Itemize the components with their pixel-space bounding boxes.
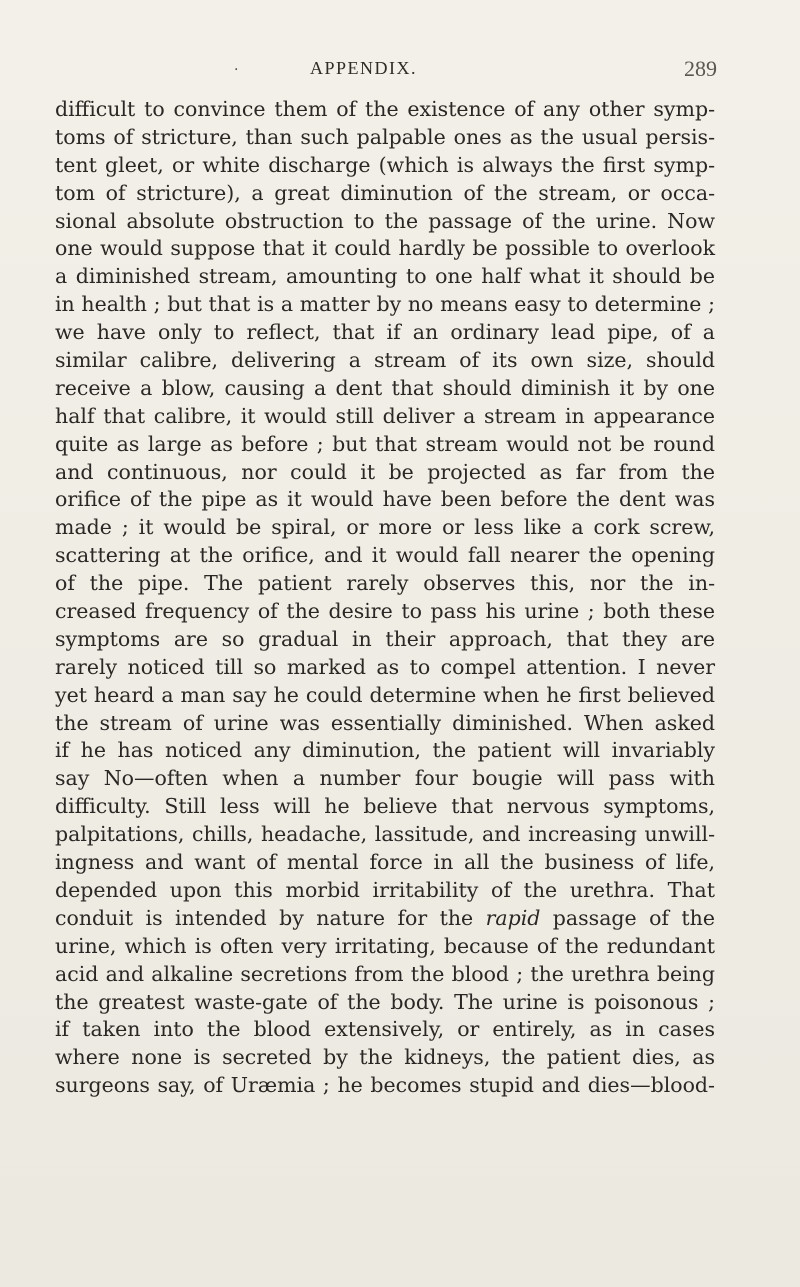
text-line: we have only to reflect, that if an ordinary lead pipe, of a — [55, 320, 715, 345]
text-line: made ; it would be spiral, or more or less like a cork screw, — [55, 515, 715, 540]
text-line: toms of stricture, than such palpable ones as the usual persis- — [55, 124, 715, 149]
text-line: of the pipe. The patient rarely observes this, nor the in- — [55, 571, 715, 596]
text-line: scattering at the orifice, and it would fall nearer the opening — [55, 543, 715, 568]
text-line: acid and alkaline secretions from the blood ; the urethra being — [55, 961, 715, 986]
running-head — [0, 58, 800, 88]
text-line: orifice of the pipe as it would have been before the dent was — [55, 487, 715, 512]
text-line: ingness and want of mental force in all the business of life, — [55, 850, 715, 875]
text-line: similar calibre, delivering a stream of its own size, should — [55, 348, 715, 373]
text-line: tent gleet, or white discharge (which is always the first symp- — [55, 152, 715, 177]
text-line: conduit is intended by nature for the rapid passage of the — [55, 905, 715, 930]
text-line: one would suppose that it could hardly be possible to overlook — [55, 236, 715, 261]
text-line: in health ; but that is a matter by no means easy to determine ; — [55, 292, 715, 317]
text-line: half that calibre, it would still deliver a stream in appearance — [55, 403, 715, 428]
text-line: yet heard a man say he could determine when he first believed — [55, 682, 715, 707]
body-text — [55, 96, 715, 1100]
text-line: palpitations, chills, headache, lassitude, and increasing unwill- — [55, 822, 715, 847]
text-line: creased frequency of the desire to pass his urine ; both these — [55, 599, 715, 624]
text-line: say No—often when a number four bougie will pass with — [55, 766, 715, 791]
text-line: if he has noticed any diminution, the patient will invariably — [55, 738, 715, 763]
text-line: tom of stricture), a great diminution of the stream, or occa- — [55, 180, 715, 205]
header-dot: · — [234, 62, 239, 78]
text-line: the stream of urine was essentially diminished. When asked — [55, 710, 715, 735]
text-line: surgeons say, of Uræmia ; he becomes stupid and dies—blood- — [55, 1073, 715, 1098]
text-line: where none is secreted by the kidneys, the patient dies, as — [55, 1045, 715, 1070]
text-line: urine, which is often very irritating, because of the redundant — [55, 933, 715, 958]
text-line: symptoms are so gradual in their approach, that they are — [55, 626, 715, 651]
running-head-title: APPENDIX. — [310, 58, 418, 78]
text-line: difficulty. Still less will he believe that nervous symptoms, — [55, 794, 715, 819]
text-line: a diminished stream, amounting to one half what it should be — [55, 264, 715, 289]
text-line: the greatest waste-gate of the body. The urine is poisonous ; — [55, 989, 715, 1014]
text-line: difficult to convince them of the existence of any other symp- — [55, 97, 715, 121]
text-line: and continuous, nor could it be projected as far from the — [55, 459, 715, 484]
page-number: 289 — [684, 56, 717, 81]
text-line: rarely noticed till so marked as to compel attention. I never — [55, 654, 715, 679]
text-line: quite as large as before ; but that stream would not be round — [55, 431, 715, 456]
text-line: sional absolute obstruction to the passage of the urine. Now — [55, 208, 715, 233]
text-line: depended upon this morbid irritability of the urethra. That — [55, 877, 715, 902]
text-line: receive a blow, causing a dent that should diminish it by one — [55, 375, 715, 400]
text-line: if taken into the blood extensively, or entirely, as in cases — [55, 1017, 715, 1042]
